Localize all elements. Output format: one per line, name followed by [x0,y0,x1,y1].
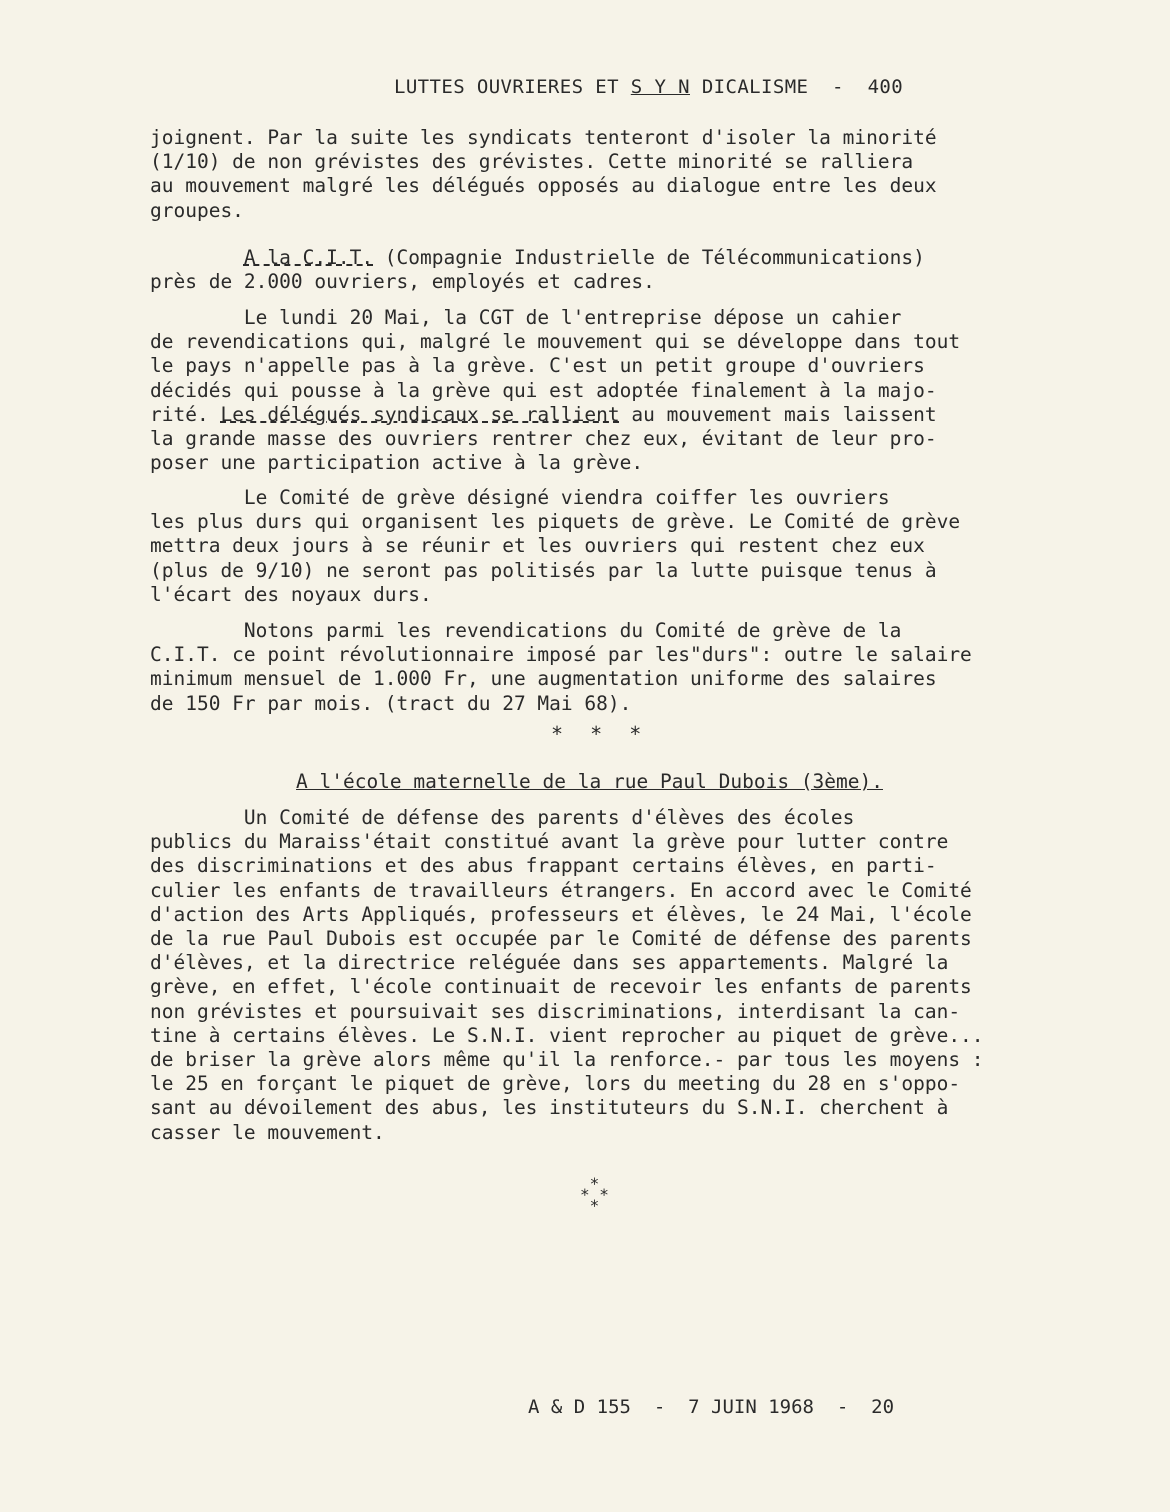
cit-intro-text: (Compagnie Industrielle de Télécommunications) près de 2.000 ouvriers, employés et cadres. [150,246,925,294]
header-syn: S Y N [630,76,690,98]
section-title-cit: A la C.I.T. [243,246,374,269]
section-title-ecole: A l'école maternelle de la rue Paul Dubois (3ème). [296,770,883,793]
paragraph-cit-intro [150,246,1050,294]
paragraph-cit-1 [150,306,1050,475]
paragraph-ecole: Un Comité de défense des parents d'élèves des écoles publics du Maraiss'était constitué avant la grève pour lutter contre des discriminations et des abus frappant certains élèves, en parti- culier les enfants de travailleurs étrangers. En accord avec le Comité d'action des Arts Appliqués, professeurs et élèves, le 24 Mai, l'école de la rue Paul Dubois est occupée par le Comité de défense des parents d'élèves, et la directrice reléguée dans ses appartements. Malgré la grève, en effet, l'école continuait de recevoir les enfants de parents non grévistes et poursuivait ses discriminations, interdisant la can- tine à certains élèves. Le S.N.I. vient reprocher au piquet de grève... de briser la grève alors même qu'il la renforce.- par tous les moyens : le 25 en forçant le piquet de grève, lors du meeting du 28 en s'oppo- sant au dévoilement des abus, les instituteurs du S.N.I. cherchent à casser le mouvement. [150,806,984,1144]
header-part2: DICALISME - 400 [689,76,904,98]
section-separator: * * * [551,722,643,746]
paragraph-cit-2: Le Comité de grève désigné viendra coiffer les ouvriers les plus durs qui organisent les piquets de grève. Le Comité de grève mettra deux jours à se réunir et les ouvriers qui restent chez eux (plus de 9/10) ne seront pas politisés par la lutte puisque tenus à l'écart des noyaux durs. [150,486,961,606]
cit-1-underlined: Les délégués syndicaux se rallient [220,402,620,426]
header-part1: LUTTES OUVRIERES ET [394,76,631,98]
cit-1-text-b: au mouvement mais laissent la grande masse des ouvriers rentrer chez eux, évitant de leur pro- poser une participation active à la grève. [150,402,937,475]
paragraph-cit-3: Notons parmi les revendications du Comité de grève de la C.I.T. ce point révolutionnaire imposé par les"durs": outre le salaire minimum mensuel de 1.000 Fr, une augmentation uniforme des salaires de 150 Fr par mois. (tract du 27 Mai 68). [150,619,972,715]
page-footer: A & D 155 - 7 JUIN 1968 - 20 [528,1396,895,1418]
cit-1-text-a: Le lundi 20 Mai, la CGT de l'entreprise dépose un cahier de revendications qui, malgré le mouvement qui se développe dans tout le pays n'appelle pas à la grève. C'est un petit groupe d'ouvriers décidés qui pousse à la grève qui est adoptée finalement à la majo- rité. [150,306,961,426]
closing-asterism: * * * * [580,1174,609,1215]
paragraph-1: joignent. Par la suite les syndicats tenteront d'isoler la minorité (1/10) de non grévistes des grévistes. Cette minorité se ralliera au mouvement malgré les délégués opposés au dialogue entre les deux groupes. [150,126,937,222]
page-header [394,76,903,98]
